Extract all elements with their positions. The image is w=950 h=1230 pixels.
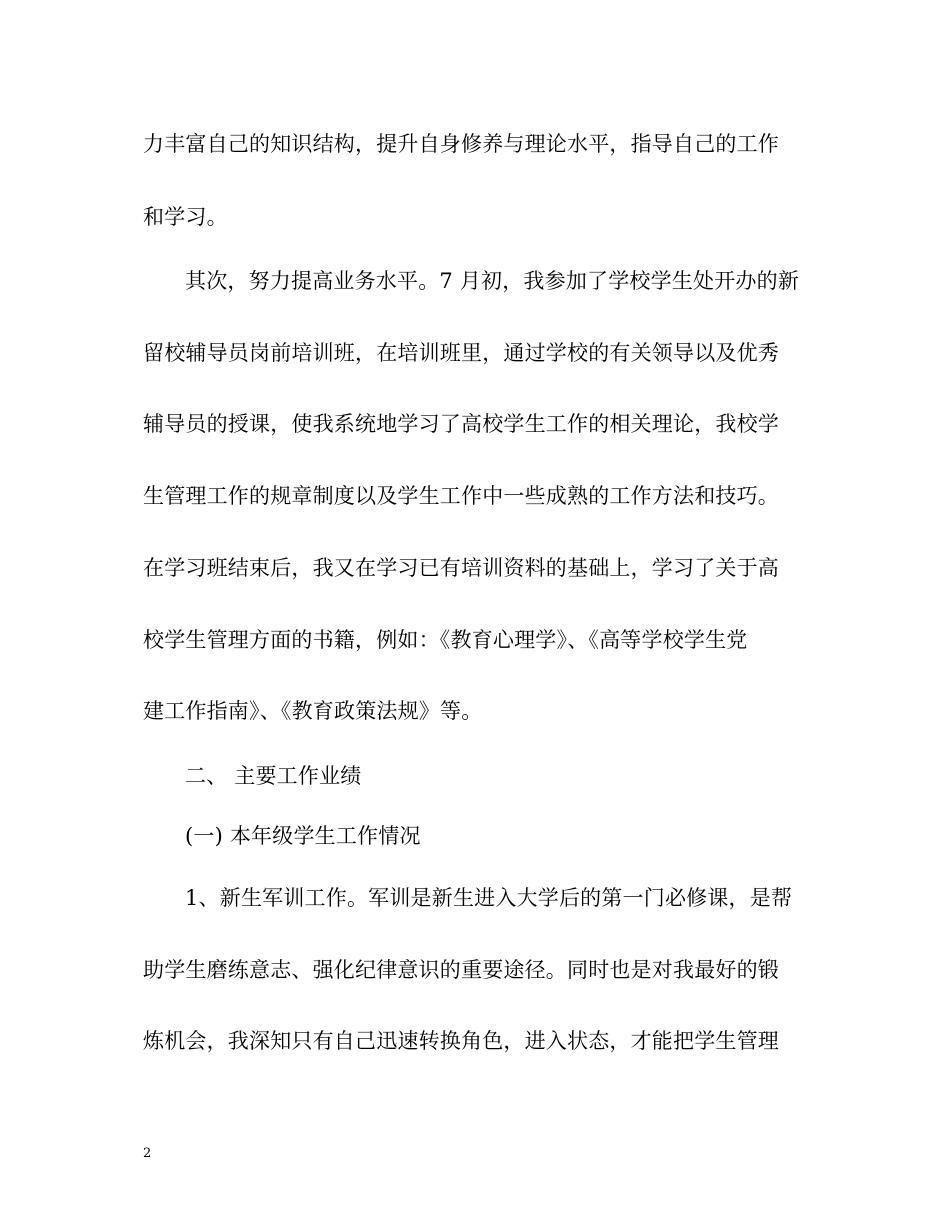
body-text-line: 留校辅导员岗前培训班，在培训班里，通过学校的有关领导以及优秀	[143, 341, 779, 365]
body-text-line: 建工作指南》、《教育政策法规》等。	[143, 699, 483, 723]
paragraph-start-line: 1、新生军训工作。军训是新生进入大学后的第一门必修课，是帮	[185, 886, 793, 910]
paragraph-start-line: 其次，努力提高业务水平。7 月初，我参加了学校学生处开办的新	[185, 269, 800, 293]
body-text-line: 校学生管理方面的书籍，例如：《教育心理学》、《高等学校学生党	[143, 628, 748, 652]
section-heading: 二、 主要工作业绩	[185, 764, 362, 788]
body-text-line: 力丰富自己的知识结构，提升自身修养与理论水平，指导自己的工作	[143, 132, 779, 156]
body-text-line: 生管理工作的规章制度以及学生工作中一些成熟的工作方法和技巧。	[143, 484, 779, 508]
body-text-line: 和学习。	[143, 205, 228, 229]
body-text-line: 助学生磨练意志、强化纪律意识的重要途径。同时也是对我最好的锻	[143, 958, 779, 982]
subsection-heading: (一) 本年级学生工作情况	[185, 824, 421, 848]
body-text-line: 炼机会，我深知只有自己迅速转换角色，进入状态，才能把学生管理	[143, 1029, 779, 1053]
page-number: 2	[143, 1146, 152, 1161]
body-text-line: 辅导员的授课，使我系统地学习了高校学生工作的相关理论，我校学	[143, 412, 779, 436]
body-text-line: 在学习班结束后，我又在学习已有培训资料的基础上，学习了关于高	[143, 556, 779, 580]
